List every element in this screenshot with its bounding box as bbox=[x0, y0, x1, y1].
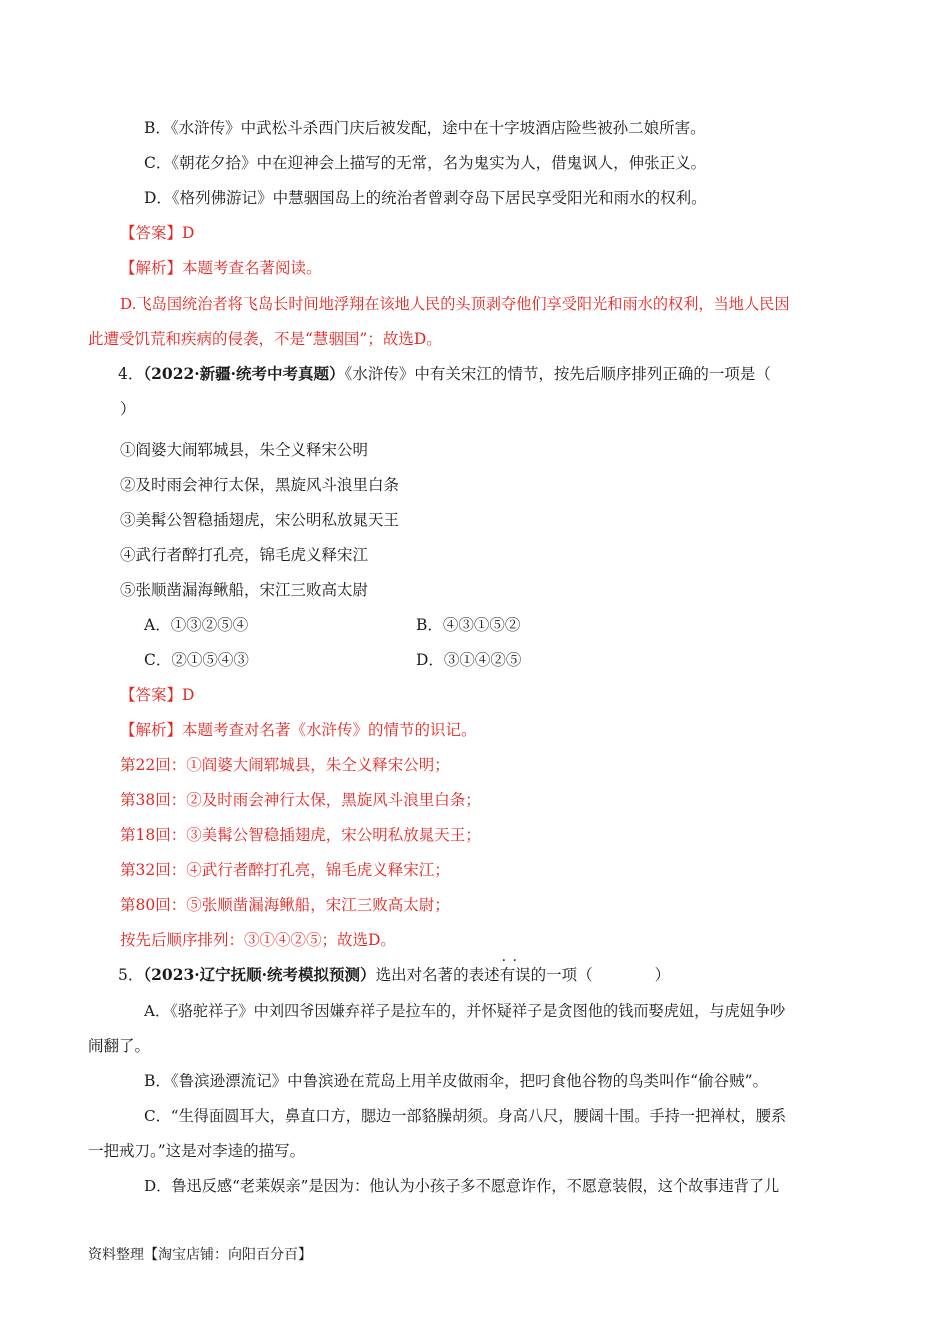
q5-option-a-line1: A．《骆驼祥子》中刘四爷因嫌弃祥子是拉车的，并怀疑祥子是贪图他的钱而娶虎妞，与虎妞争吵 bbox=[144, 1002, 786, 1020]
q4-item-1: ①阎婆大闹郓城县，朱仝义释宋公明 bbox=[120, 441, 369, 459]
question-source: （2023·辽宁抚顺·统考模拟预测） bbox=[143, 965, 376, 984]
analysis-label: 【解析】 bbox=[120, 721, 183, 739]
emphasis-text: · · 有误 bbox=[500, 964, 531, 986]
q4-stem-line2: ） bbox=[120, 400, 136, 418]
q4-explain-2: 第38回：②及时雨会神行太保，黑旋风斗浪里白条； bbox=[120, 791, 481, 809]
q4-explain-4: 第32回：④武行者醉打孔亮，锦毛虎义释宋江； bbox=[120, 861, 450, 879]
question-stem: 《水浒传》中有关宋江的情节，按先后顺序排列正确的一项是（ bbox=[344, 365, 771, 383]
question-number: 5． bbox=[118, 966, 144, 984]
q3-explain-line1: D.飞岛国统治者将飞岛长时间地浮翔在该地人民的头顶剥夺他们享受阳光和雨水的权利，当地人民因 bbox=[120, 295, 790, 313]
question-stem-post: 的一项（ ） bbox=[530, 966, 671, 984]
q3-option-b: B．《水浒传》中武松斗杀西门庆后被发配，途中在十字坡酒店险些被孙二娘所害。 bbox=[144, 119, 706, 137]
analysis-text: 本题考查名著阅读。 bbox=[182, 259, 322, 277]
q5-option-d-line1: D．鲁迅反感“老莱娱亲”是因为：他认为小孩子多不愿意诈作，不愿意装假，这个故事违背了儿 bbox=[144, 1177, 780, 1195]
q3-option-d: D．《格列佛游记》中慧骃国岛上的统治者曾剥夺岛下居民享受阳光和雨水的权利。 bbox=[144, 189, 707, 207]
q4-explain-3: 第18回：③美髯公智稳插翅虎，宋公明私放晁天王； bbox=[120, 826, 481, 844]
q3-answer: 【答案】D bbox=[120, 224, 195, 242]
q4-option-d: D．③①④②⑤ bbox=[416, 651, 522, 669]
q5-option-c-line1: C．“生得面圆耳大，鼻直口方，腮边一部貉臊胡须。身高八尺，腰阔十围。手持一把禅杖，腰系 bbox=[144, 1107, 787, 1125]
q4-analysis bbox=[120, 719, 477, 741]
analysis-label: 【解析】 bbox=[120, 259, 183, 277]
q4-option-b: B．④③①⑤② bbox=[416, 616, 521, 634]
q4-stem bbox=[118, 363, 771, 385]
q4-answer: 【答案】D bbox=[120, 686, 195, 704]
q4-item-2: ②及时雨会神行太保，黑旋风斗浪里白条 bbox=[120, 476, 400, 494]
question-source: （2022·新疆·统考中考真题） bbox=[143, 364, 345, 383]
q4-explain-6: 按先后顺序排列：③①④②⑤；故选D。 bbox=[120, 931, 396, 949]
analysis-text: 本题考查对名著《水浒传》的情节的识记。 bbox=[182, 721, 477, 739]
q4-option-c: C．②①⑤④③ bbox=[144, 651, 249, 669]
q3-analysis bbox=[120, 257, 322, 279]
q3-explain-line2: 此遭受饥荒和疾病的侵袭，不是“慧骃国”；故选D。 bbox=[88, 330, 442, 348]
q4-explain-1: 第22回：①阎婆大闹郓城县，朱仝义释宋公明； bbox=[120, 756, 450, 774]
q4-item-5: ⑤张顺凿漏海鳅船，宋江三败高太尉 bbox=[120, 581, 369, 599]
q5-option-a-line2: 闹翻了。 bbox=[88, 1037, 151, 1055]
page-footer: 资料整理【淘宝店铺：向阳百分百】 bbox=[88, 1247, 312, 1263]
q4-item-3: ③美髯公智稳插翅虎，宋公明私放晁天王 bbox=[120, 511, 400, 529]
q5-stem bbox=[118, 964, 670, 986]
q5-option-c-line2: 一把戒刀。”这是对李逵的描写。 bbox=[88, 1142, 306, 1160]
question-number: 4． bbox=[118, 365, 144, 383]
q5-option-b: B．《鲁滨逊漂流记》中鲁滨逊在荒岛上用羊皮做雨伞，把叼食他谷物的鸟类叫作“偷谷贼”。 bbox=[144, 1072, 768, 1090]
q4-option-a: A．①③②⑤④ bbox=[144, 616, 249, 634]
q4-explain-5: 第80回：⑤张顺凿漏海鳅船，宋江三败高太尉； bbox=[120, 896, 450, 914]
q4-item-4: ④武行者醉打孔亮，锦毛虎义释宋江 bbox=[120, 546, 369, 564]
q3-option-c: C．《朝花夕拾》中在迎神会上描写的无常，名为鬼实为人，借鬼讽人，伸张正义。 bbox=[144, 154, 707, 172]
question-stem-pre: 选出对名著的表述 bbox=[375, 966, 500, 984]
